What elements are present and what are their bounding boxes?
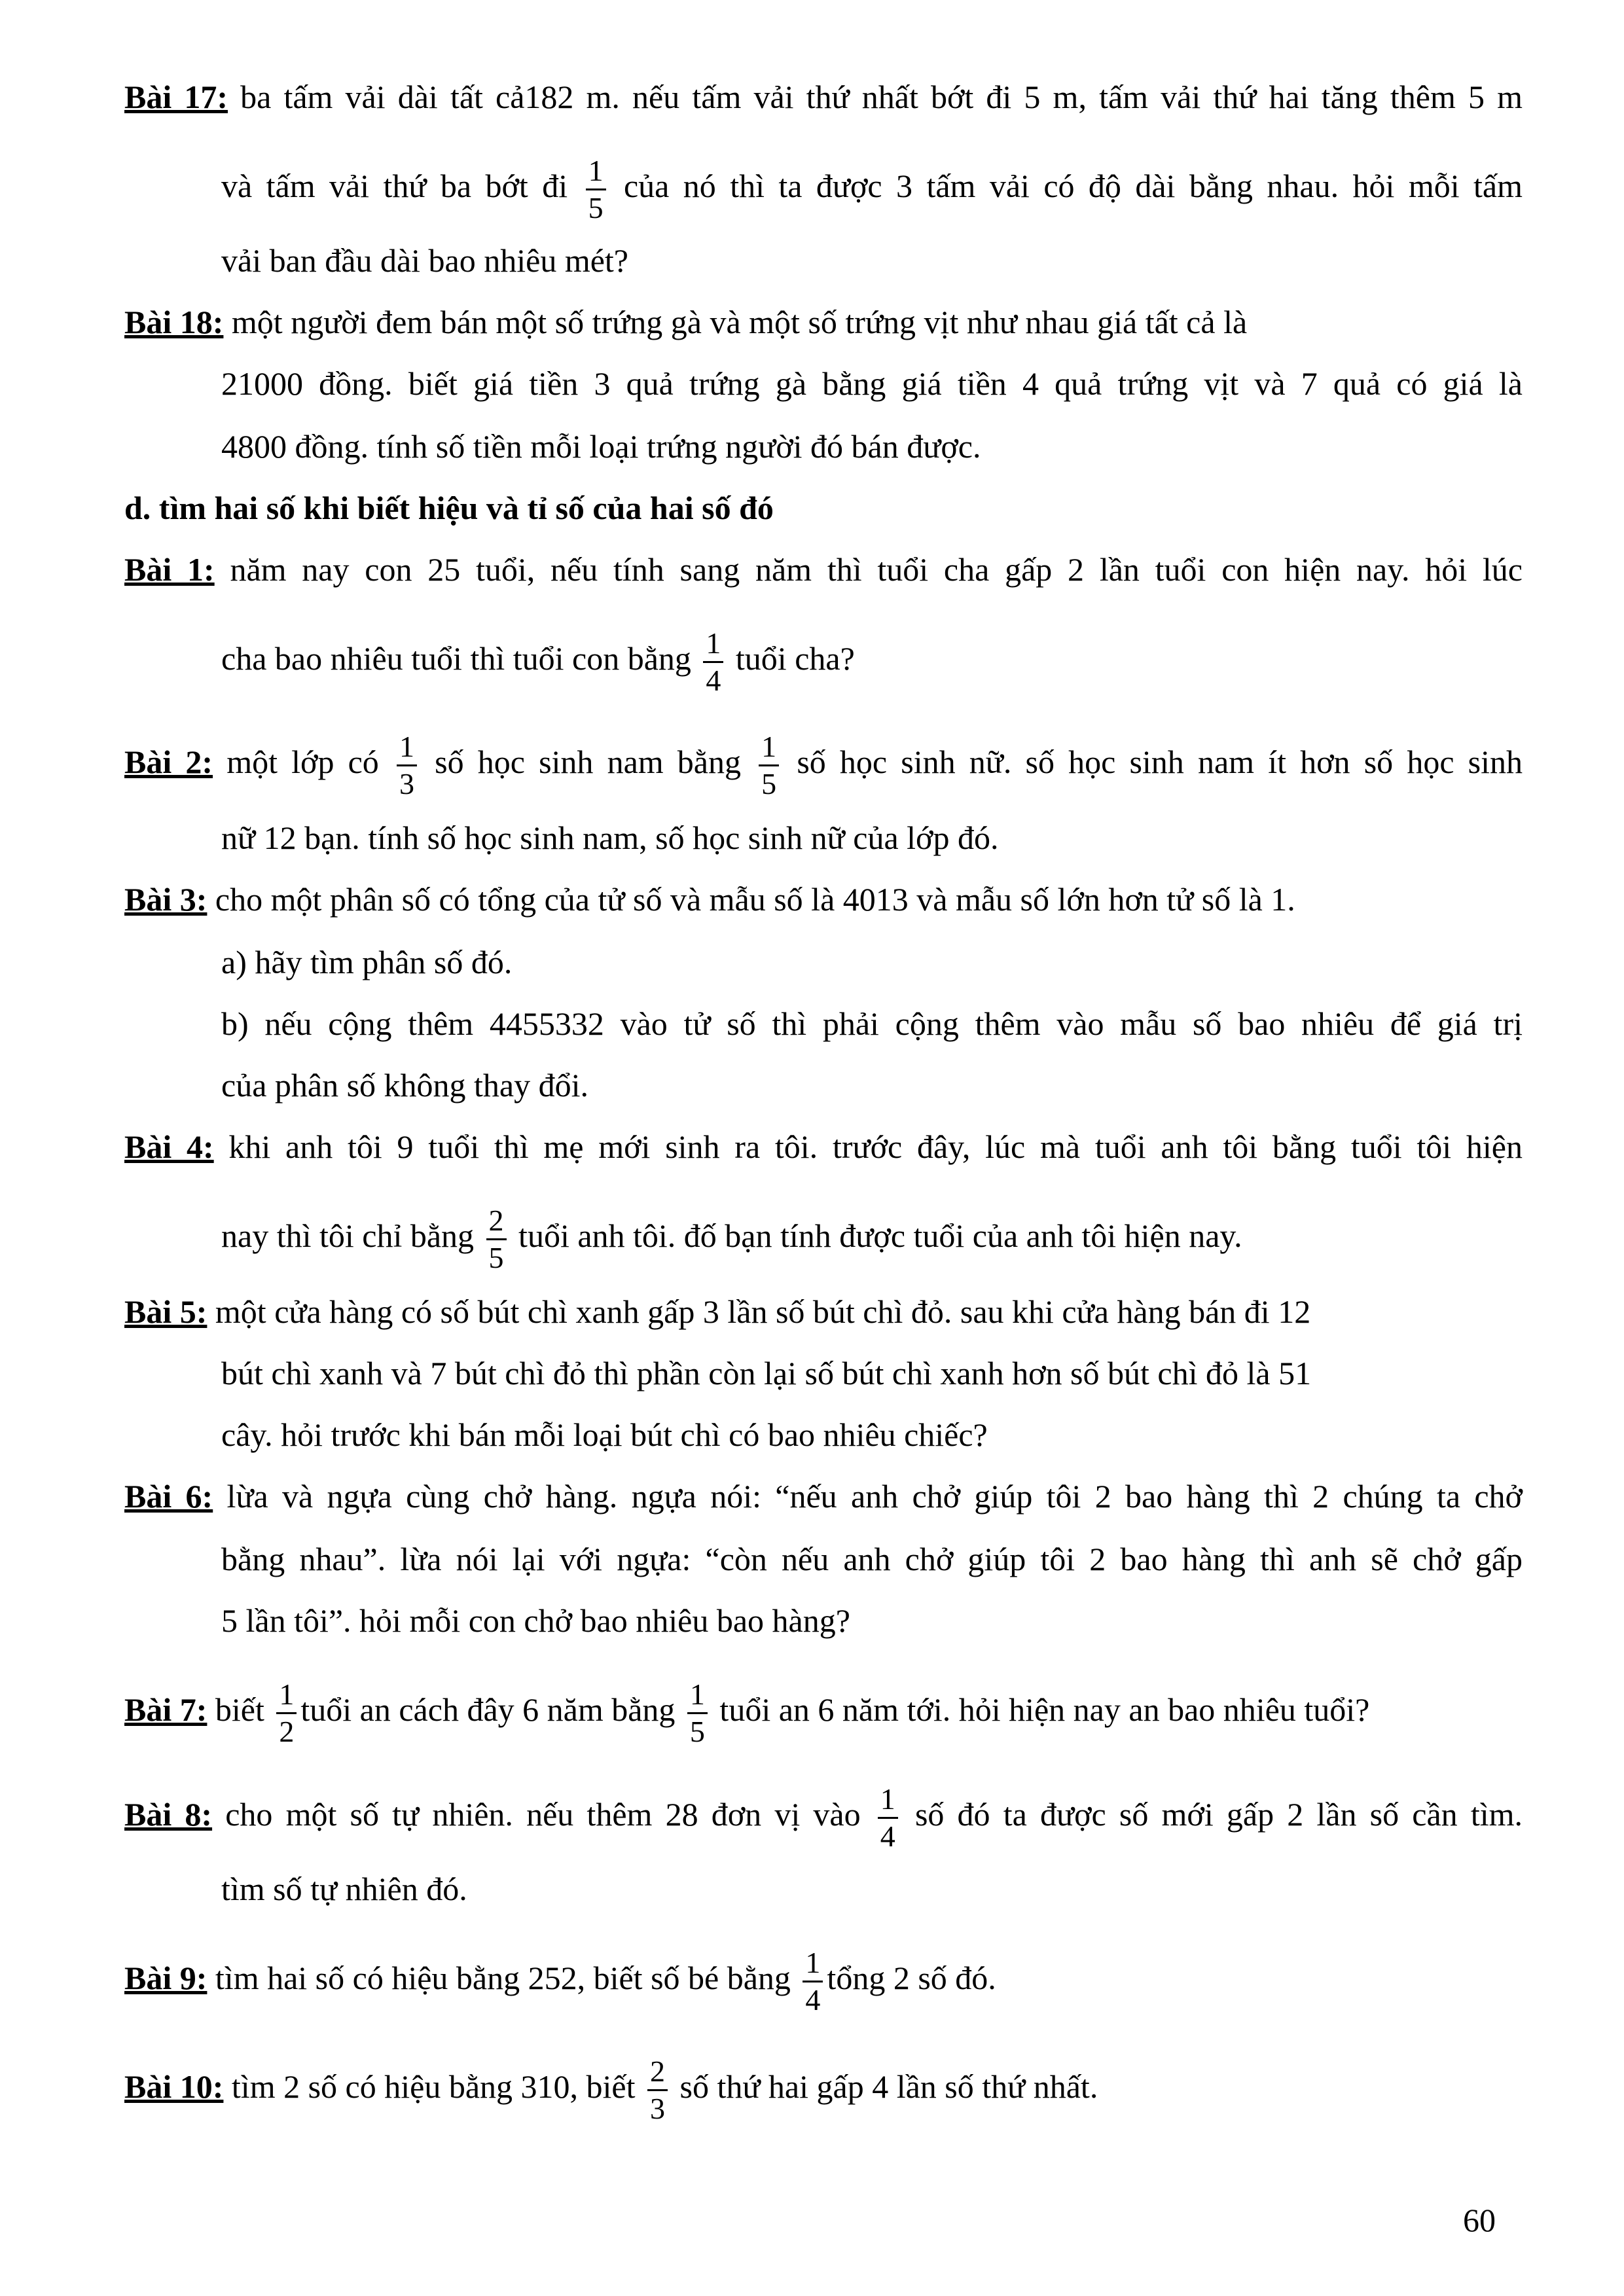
problem-6-line-3: 5 lần tôi”. hỏi mỗi con chở bao nhiêu bao hàng? <box>221 1602 850 1639</box>
fraction-denominator: 4 <box>880 1820 895 1853</box>
fraction <box>647 2056 668 2124</box>
problem-text: tổng 2 số đó. <box>827 1959 996 1996</box>
problem-6-line-1 <box>124 1477 1523 1516</box>
problem-3-line-3: b) nếu cộng thêm 4455332 vào tử số thì phải cộng thêm vào mẫu số bao nhiêu để giá trị <box>221 1005 1523 1042</box>
problem-label: Bài 4: <box>124 1128 214 1165</box>
problem-text: một cửa hàng có số bút chì xanh gấp 3 lần số bút chì đỏ. sau khi cửa hàng bán đi 12 <box>207 1293 1311 1330</box>
fraction <box>878 1784 898 1852</box>
fraction <box>486 1206 507 1273</box>
problem-2-line-2: nữ 12 bạn. tính số học sinh nam, số học sinh nữ của lớp đó. <box>221 819 999 856</box>
problem-text: biết <box>207 1691 264 1728</box>
problem-text: của nó thì ta được 3 tấm vải có độ dài bằng nhau. hỏi mỗi tấm <box>623 167 1523 204</box>
problem-text: nay thì tôi chỉ bằng <box>221 1217 475 1254</box>
fraction <box>397 732 417 799</box>
problem-text: khi anh tôi 9 tuổi thì mẹ mới sinh ra tôi. trước đây, lúc mà tuổi anh tôi bằng tuổi tôi hiện <box>213 1128 1523 1165</box>
fraction-denominator: 4 <box>805 1983 821 2017</box>
fraction-numerator: 1 <box>586 156 606 190</box>
section-d-heading: d. tìm hai số khi biết hiệu và tỉ số của hai số đó <box>124 490 774 526</box>
problem-5-line-1 <box>124 1292 1523 1331</box>
problem-text: một lớp có <box>213 743 379 780</box>
fraction <box>687 1679 708 1747</box>
problem-label: Bài 1: <box>124 551 215 588</box>
problem-text: số đó ta được số mới gấp 2 lần số cần tìm. <box>914 1795 1523 1833</box>
problem-3-line-4: của phân số không thay đổi. <box>221 1067 589 1103</box>
problem-17-line-3: vải ban đầu dài bao nhiêu mét? <box>221 242 628 279</box>
problem-text: và tấm vải thứ ba bớt đi <box>221 167 568 204</box>
problem-4-line-2 <box>221 1206 1523 1273</box>
fraction <box>759 732 779 799</box>
problem-3-line-2: a) hãy tìm phân số đó. <box>221 944 513 980</box>
problem-text: số học sinh nữ. số học sinh nam ít hơn số học sinh <box>797 743 1523 780</box>
problem-label: Bài 3: <box>124 881 208 918</box>
page-number: 60 <box>1463 2202 1496 2238</box>
fraction-numerator: 1 <box>759 732 779 766</box>
problem-3-line-1 <box>124 880 1523 919</box>
problem-8-line-2: tìm số tự nhiên đó. <box>221 1871 467 1907</box>
fraction-numerator: 1 <box>703 628 723 663</box>
fraction <box>803 1948 823 2015</box>
problem-17-line-1 <box>124 77 1523 117</box>
problem-text: một người đem bán một số trứng gà và một số trứng vịt như nhau giá tất cả là <box>223 304 1248 340</box>
problem-6-line-2: bằng nhau”. lừa nói lại với ngựa: “còn nếu anh chở giúp tôi 2 bao hàng thì anh sẽ chở gấp <box>221 1541 1523 1577</box>
fraction <box>703 628 723 696</box>
problem-label: Bài 18: <box>124 304 224 340</box>
fraction-numerator: 1 <box>276 1679 297 1714</box>
problem-text: cho một phân số có tổng của tử số và mẫu số là 4013 và mẫu số lớn hơn tử số là 1. <box>207 881 1295 918</box>
fraction-numerator: 1 <box>878 1784 898 1819</box>
problem-18-line-2: 21000 đồng. biết giá tiền 3 quả trứng gà bằng giá tiền 4 quả trứng vịt và 7 quả có giá là <box>221 365 1523 402</box>
problem-8-line-1 <box>124 1784 1523 1852</box>
fraction-numerator: 2 <box>647 2056 668 2091</box>
problem-label: Bài 5: <box>124 1293 208 1330</box>
problem-text: ba tấm vải dài tất cả182 m. nếu tấm vải thứ nhất bớt đi 5 m, tấm vải thứ hai tăng thêm 5 m <box>228 79 1523 115</box>
problem-18-line-1 <box>124 302 1523 342</box>
problem-9-line-1 <box>124 1948 1523 2015</box>
problem-4-line-1 <box>124 1127 1523 1166</box>
problem-text: tuổi an cách đây 6 năm bằng <box>300 1691 676 1728</box>
problem-5-line-3: cây. hỏi trước khi bán mỗi loại bút chì có bao nhiêu chiếc? <box>221 1416 988 1453</box>
fraction <box>586 156 606 223</box>
fraction <box>276 1679 297 1747</box>
problem-label: Bài 8: <box>124 1795 213 1833</box>
problem-label: Bài 2: <box>124 743 213 780</box>
fraction-denominator: 3 <box>649 2092 665 2125</box>
fraction-denominator: 5 <box>488 1241 504 1274</box>
problem-label: Bài 9: <box>124 1959 208 1996</box>
problem-label: Bài 7: <box>124 1691 208 1728</box>
problem-1-line-1 <box>124 550 1523 589</box>
problem-text: tuổi an 6 năm tới. hỏi hiện nay an bao nhiêu tuổi? <box>719 1691 1370 1728</box>
problem-17-line-2 <box>221 156 1523 223</box>
fraction-numerator: 1 <box>397 732 417 766</box>
problem-18-line-3: 4800 đồng. tính số tiền mỗi loại trứng người đó bán được. <box>221 428 981 465</box>
problem-5-line-2: bút chì xanh và 7 bút chì đỏ thì phần còn lại số bút chì xanh hơn số bút chì đỏ là 51 <box>221 1355 1312 1391</box>
problem-text: tìm hai số có hiệu bằng 252, biết số bé bằng <box>207 1959 791 1996</box>
problem-7-line-1 <box>124 1679 1523 1747</box>
fraction-numerator: 1 <box>687 1679 708 1714</box>
fraction-denominator: 3 <box>399 767 414 800</box>
problem-10-line-1 <box>124 2056 1523 2124</box>
problem-text: năm nay con 25 tuổi, nếu tính sang năm thì tuổi cha gấp 2 lần tuổi con hiện nay. hỏi lúc <box>214 551 1523 588</box>
fraction-numerator: 2 <box>486 1206 507 1240</box>
problem-label: Bài 17: <box>124 79 228 115</box>
fraction-numerator: 1 <box>803 1948 823 1982</box>
problem-text: số học sinh nam bằng <box>435 743 741 780</box>
problem-label: Bài 10: <box>124 2068 224 2105</box>
problem-text: lừa và ngựa cùng chở hàng. ngựa nói: “nếu anh chở giúp tôi 2 bao hàng thì 2 chúng ta chở <box>213 1478 1523 1515</box>
problem-text: số thứ hai gấp 4 lần số thứ nhất. <box>679 2068 1098 2105</box>
fraction-denominator: 4 <box>706 664 721 697</box>
problem-2-line-1 <box>124 732 1523 799</box>
fraction-denominator: 5 <box>689 1715 705 1748</box>
problem-text: tìm 2 số có hiệu bằng 310, biết <box>223 2068 636 2105</box>
problem-label: Bài 6: <box>124 1478 213 1515</box>
fraction-denominator: 5 <box>588 191 604 224</box>
problem-text: cha bao nhiêu tuổi thì tuổi con bằng <box>221 639 691 677</box>
fraction-denominator: 5 <box>761 767 777 800</box>
problem-1-line-2 <box>221 628 1523 696</box>
problem-text: tuổi anh tôi. đố bạn tính được tuổi của anh tôi hiện nay. <box>518 1217 1242 1254</box>
fraction-denominator: 2 <box>279 1715 295 1748</box>
problem-text: cho một số tự nhiên. nếu thêm 28 đơn vị vào <box>212 1795 861 1833</box>
problem-text: tuổi cha? <box>735 639 855 677</box>
